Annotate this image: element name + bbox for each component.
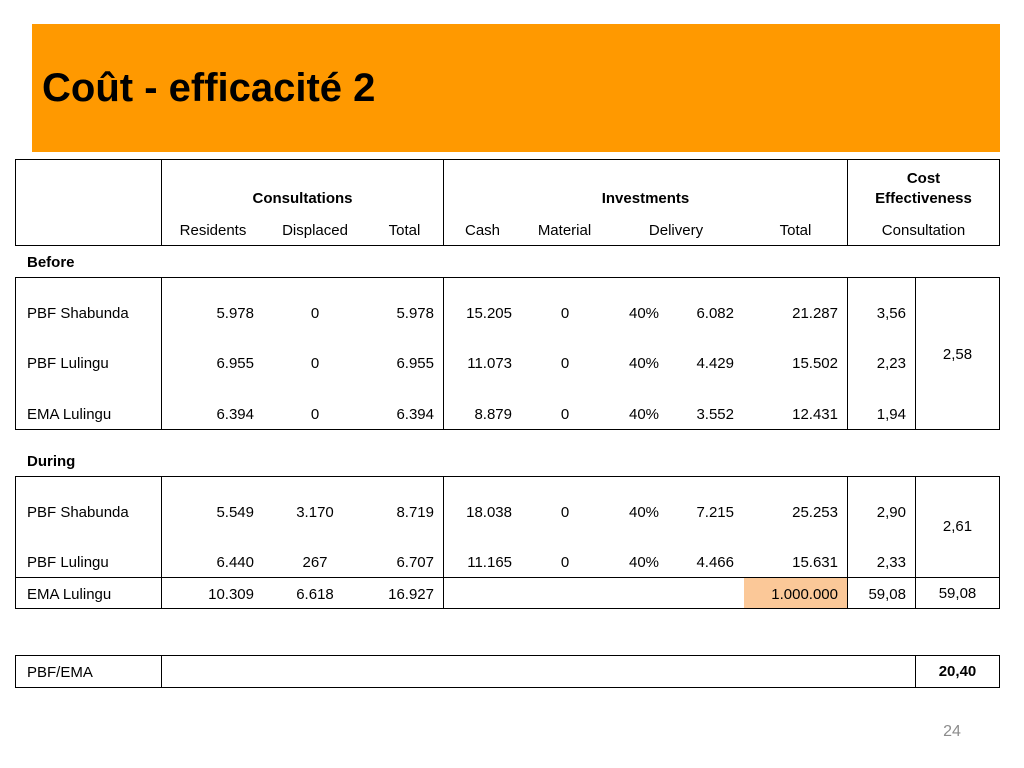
- material-value: 0: [560, 504, 570, 521]
- cash-value: 11.165: [467, 554, 512, 571]
- delivery-value: 7.215: [696, 504, 734, 521]
- cost-value: 2,33: [876, 554, 906, 571]
- table-border-line: [15, 159, 1000, 160]
- table-border-line: [15, 577, 1000, 578]
- percent-value: 40%: [628, 406, 660, 423]
- residents-value: 10.309: [208, 586, 254, 603]
- cash-value: 18.038: [466, 504, 512, 521]
- slide-title: Coût - efficacité 2: [42, 66, 376, 110]
- inv-total-value: 12.431: [792, 406, 838, 423]
- percent-value: 40%: [628, 355, 660, 372]
- cost-value: 59,08: [868, 586, 906, 603]
- subheader-material: Material: [537, 222, 592, 239]
- consultation-value: 59,08: [938, 585, 977, 602]
- header-cost-line2: Effectiveness: [875, 190, 972, 207]
- table-border-line: [999, 655, 1000, 688]
- inv-total-value: 1.000.000: [771, 586, 838, 603]
- inv-total-value: 15.631: [792, 554, 838, 571]
- percent-value: 40%: [628, 554, 660, 571]
- header-consultations: Consultations: [252, 190, 353, 207]
- table-border-line: [161, 476, 162, 609]
- ratio-label: PBF/EMA: [27, 664, 93, 681]
- residents-value: 6.955: [216, 355, 254, 372]
- displaced-value: 6.618: [296, 586, 334, 603]
- material-value: 0: [560, 305, 570, 322]
- subheader-cash: Cash: [464, 222, 501, 239]
- residents-value: 5.978: [216, 305, 254, 322]
- displaced-value: 0: [310, 305, 320, 322]
- cash-value: 15.205: [466, 305, 512, 322]
- table-border-line: [847, 476, 848, 609]
- row-name: PBF Shabunda: [27, 504, 129, 521]
- cost-value: 2,90: [876, 504, 906, 521]
- table-border-line: [15, 608, 1000, 609]
- table-border-line: [15, 277, 1000, 278]
- row-name: PBF Lulingu: [27, 554, 109, 571]
- table-border-line: [15, 245, 1000, 246]
- section-before: Before: [27, 254, 75, 271]
- table-border-line: [999, 277, 1000, 430]
- table-border-line: [999, 476, 1000, 609]
- residents-value: 6.440: [216, 554, 254, 571]
- cash-value: 8.879: [474, 406, 512, 423]
- table-border-line: [15, 476, 16, 609]
- during-consultation-value: 2,61: [942, 518, 973, 535]
- row-name: PBF Shabunda: [27, 305, 129, 322]
- cash-value: 11.073: [467, 355, 512, 372]
- delivery-value: 3.552: [696, 406, 734, 423]
- table-border-line: [15, 476, 1000, 477]
- header-investments: Investments: [601, 190, 690, 207]
- table-border-line: [15, 655, 1000, 656]
- percent-value: 40%: [628, 305, 660, 322]
- delivery-value: 4.466: [696, 554, 734, 571]
- ratio-value: 20,40: [938, 663, 977, 680]
- inv-total-value: 25.253: [792, 504, 838, 521]
- total-value: 16.927: [388, 586, 434, 603]
- subheader-consultation: Consultation: [881, 222, 966, 239]
- residents-value: 6.394: [216, 406, 254, 423]
- displaced-value: 0: [310, 406, 320, 423]
- percent-value: 40%: [628, 504, 660, 521]
- page-number: 24: [943, 723, 961, 740]
- table-border-line: [847, 277, 848, 430]
- material-value: 0: [560, 355, 570, 372]
- displaced-value: 267: [302, 554, 328, 571]
- subheader-delivery: Delivery: [648, 222, 704, 239]
- row-name: EMA Lulingu: [27, 406, 112, 423]
- table-border-line: [15, 655, 16, 688]
- table-border-line: [15, 159, 16, 246]
- subheader-total: Total: [388, 222, 421, 239]
- inv-total-value: 21.287: [792, 305, 838, 322]
- section-during: During: [27, 453, 76, 470]
- total-value: 6.394: [396, 406, 434, 423]
- subheader-displaced: Displaced: [282, 222, 348, 239]
- row-name: EMA Lulingu: [27, 586, 112, 603]
- table-border-line: [161, 277, 162, 430]
- inv-total-value: 15.502: [792, 355, 838, 372]
- delivery-value: 6.082: [696, 305, 734, 322]
- total-value: 6.707: [396, 554, 434, 571]
- table-border-line: [15, 277, 16, 430]
- table-border-line: [999, 159, 1000, 246]
- before-consultation-value: 2,58: [942, 346, 973, 363]
- total-value: 5.978: [396, 305, 434, 322]
- displaced-value: 3.170: [296, 504, 334, 521]
- residents-value: 5.549: [216, 504, 254, 521]
- table-border-line: [161, 655, 162, 688]
- cost-value: 1,94: [876, 406, 906, 423]
- row-name: PBF Lulingu: [27, 355, 109, 372]
- cost-value: 3,56: [876, 305, 906, 322]
- total-value: 6.955: [396, 355, 434, 372]
- table-border-line: [443, 476, 444, 609]
- total-value: 8.719: [396, 504, 434, 521]
- table-border-line: [15, 429, 1000, 430]
- subheader-residents: Residents: [179, 222, 247, 239]
- subheader-inv-total: Total: [779, 222, 812, 239]
- header-cost-line1: Cost: [906, 170, 941, 187]
- cost-value: 2,23: [876, 355, 906, 372]
- material-value: 0: [560, 554, 570, 571]
- table-border-line: [15, 687, 1000, 688]
- displaced-value: 0: [310, 355, 320, 372]
- material-value: 0: [560, 406, 570, 423]
- delivery-value: 4.429: [696, 355, 734, 372]
